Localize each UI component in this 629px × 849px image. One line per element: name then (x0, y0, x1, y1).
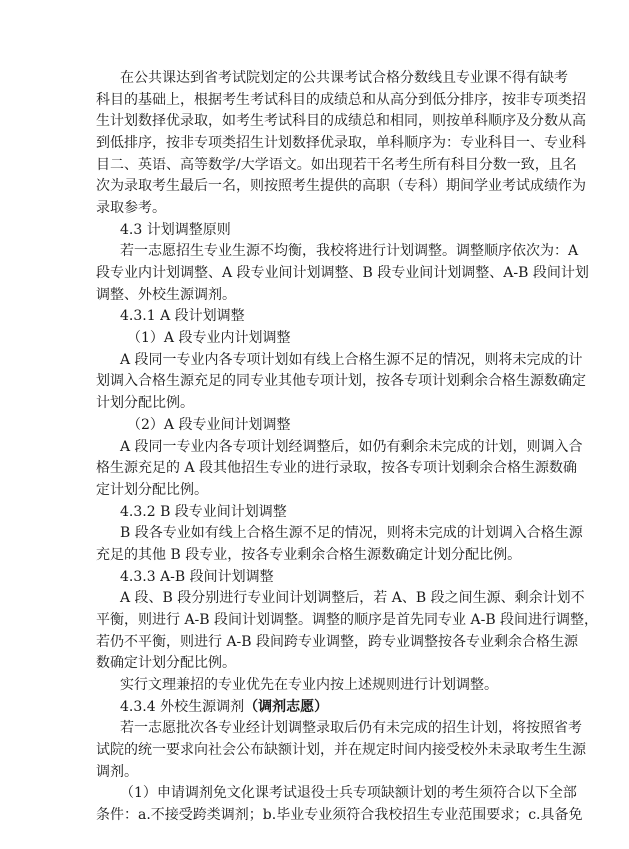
subsection-heading-a-between: （2）A 段专业间计划调整 (127, 417, 291, 433)
section-heading-4-3-3: 4.3.3 A-B 段间计划调整 (120, 569, 274, 585)
paragraph-line: 若一志愿招生专业生源不均衡，我校将进行计划调整。调整顺序依次为：A (120, 243, 579, 259)
paragraph-line: 录取参考。 (96, 200, 166, 216)
paragraph-line: B 段各专业如有线上合格生源不足的情况，则将未完成的计划调入合格生源 (120, 525, 583, 541)
paragraph-line: 目二、英语、高等数学/大学语文。如出现若干名考生所有科目分数一致，且名 (96, 157, 577, 173)
paragraph-line: 充足的其他 B 段专业，按各专业剩余合格生源数确定计划分配比例。 (96, 547, 522, 563)
paragraph-line: 次为录取考生最后一名，则按照考生提供的高职（专科）期间学业考试成绩作为 (96, 178, 586, 194)
subsection-heading-a-within: （1）A 段专业内计划调整 (127, 330, 291, 346)
paragraph-line: 定计划分配比例。 (96, 482, 208, 498)
paragraph-line: 条件：a.不接受跨类调剂；b.毕业专业须符合我校招生专业范围要求；c.具备免 (96, 807, 583, 823)
paragraph-line: 在公共课达到省考试院划定的公共课考试合格分数线且专业课不得有缺考 (120, 70, 568, 86)
section-heading-4-3: 4.3 计划调整原则 (120, 222, 231, 238)
paragraph-line: A 段同一专业内各专项计划经调整后，如仍有剩余未完成的计划，则调入合 (120, 439, 583, 455)
section-heading-emphasis: （调剂志愿） (244, 699, 329, 715)
paragraph-line: 计划分配比例。 (96, 395, 194, 411)
paragraph-line: 生计划数择优录取，如考生考试科目的成绩总和相同，则按单科顺序及分数从高 (96, 113, 586, 129)
paragraph-line: 调整、外校生源调剂。 (96, 287, 236, 303)
paragraph-line: 若仍不平衡，则进行 A-B 段间跨专业调整，跨专业调整按各专业剩余合格生源 (96, 634, 579, 650)
paragraph-line: 若一志愿批次各专业经计划调整录取后仍有未完成的招生计划，将按照省考 (120, 720, 582, 736)
section-heading-4-3-1: 4.3.1 A 段计划调整 (120, 308, 245, 324)
paragraph-line: 段专业内计划调整、A 段专业间计划调整、B 段专业间计划调整、A-B 段间计划 (96, 265, 589, 281)
paragraph-line: A 段、B 段分别进行专业间计划调整后，若 A、B 段之间生源、剩余计划不 (120, 590, 585, 606)
section-heading-text: 4.3.4 外校生源调剂 (120, 699, 245, 715)
paragraph-line: （1）申请调剂免文化课考试退役士兵专项缺额计划的考生须符合以下全部 (120, 785, 577, 801)
paragraph-line: A 段同一专业内各专项计划如有线上合格生源不足的情况，则将未完成的计 (120, 352, 583, 368)
paragraph-line: 实行文理兼招的专业优先在专业内按上述规则进行计划调整。 (120, 677, 498, 693)
paragraph-line: 到低排序，按非专项类招生计划数择优录取，单科顺序为：专业科目一、专业科 (96, 135, 586, 151)
paragraph-line: 格生源充足的 A 段其他招生专业的进行录取，按各专项计划剩余合格生源数确 (96, 460, 578, 476)
paragraph-line: 科目的基础上，根据考生考试科目的成绩总和从高分到低分排序，按非专项类招 (96, 92, 586, 108)
paragraph-line: 调剂。 (96, 764, 138, 780)
section-heading-4-3-2: 4.3.2 B 段专业间计划调整 (120, 504, 287, 520)
paragraph-line: 试院的统一要求向社会公布缺额计划，并在规定时间内接受校外未录取考生生源 (96, 742, 586, 758)
paragraph-line: 平衡，则进行 A-B 段间计划调整。调整的顺序是首先同专业 A-B 段间进行调整， (96, 612, 599, 628)
paragraph-line: 数确定计划分配比例。 (96, 655, 236, 671)
paragraph-line: 划调入合格生源充足的同专业其他专项计划，按各专项计划剩余合格生源数确定 (96, 373, 586, 389)
